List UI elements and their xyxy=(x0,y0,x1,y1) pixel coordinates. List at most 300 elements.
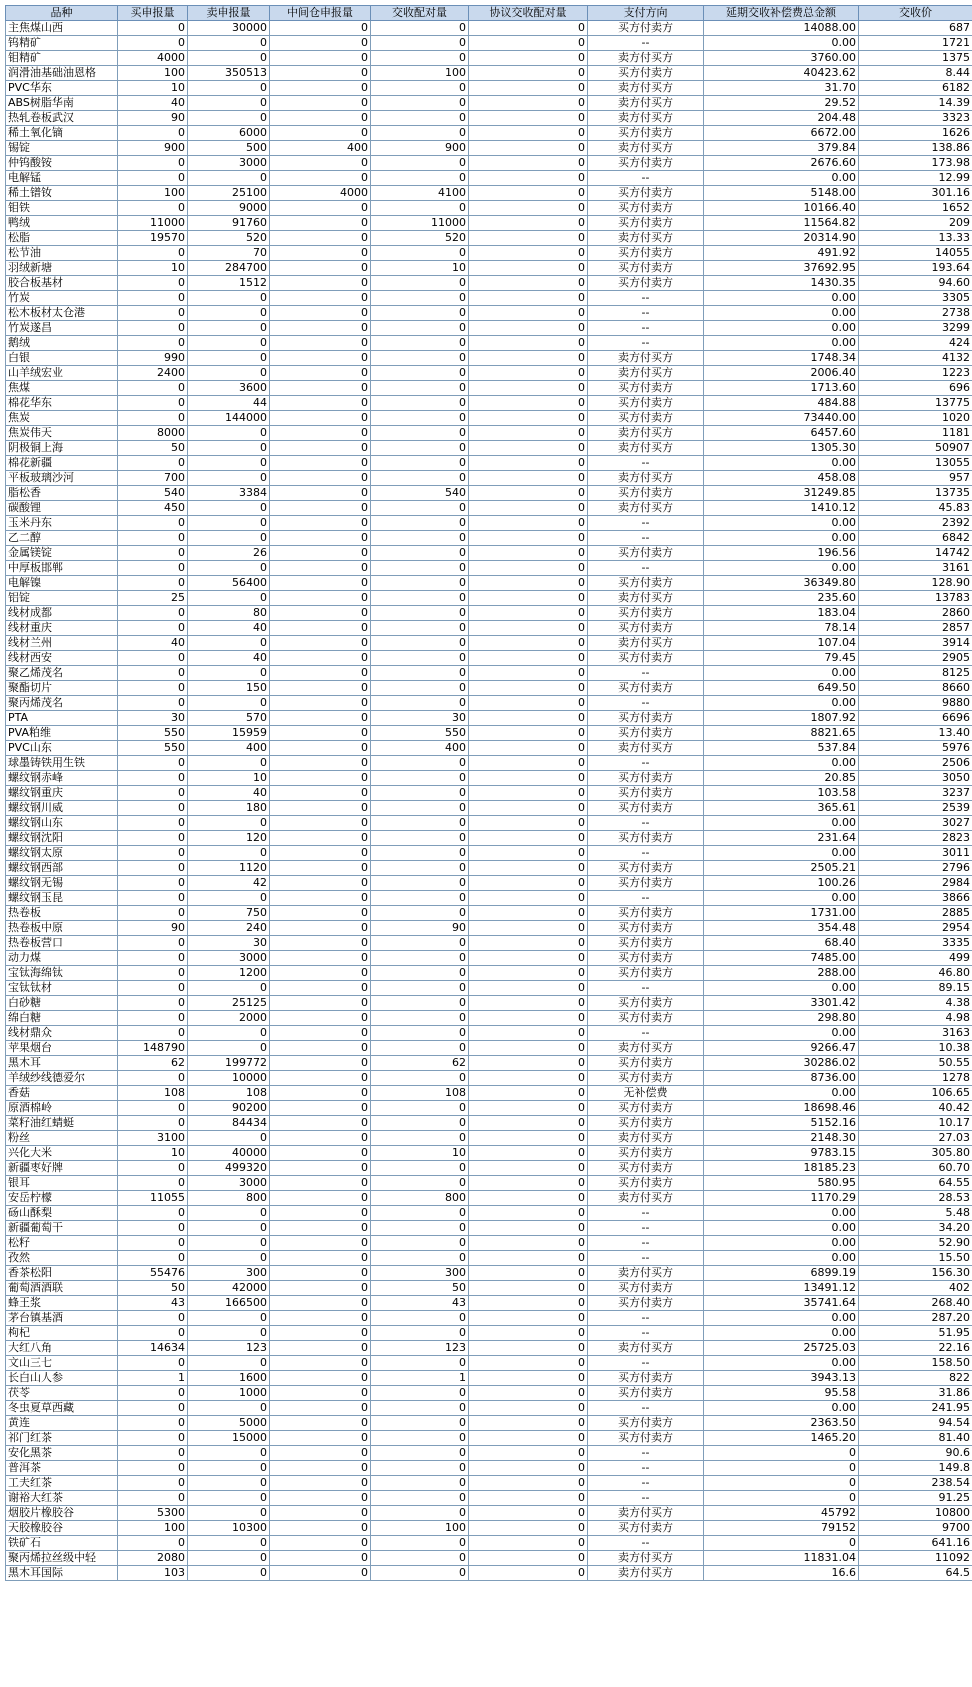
cell-agreement-matched-qty: 0 xyxy=(469,1071,588,1086)
cell-payment-direction: 买方付卖方 xyxy=(588,201,704,216)
cell-agreement-matched-qty: 0 xyxy=(469,1341,588,1356)
cell-settlement-price: 94.60 xyxy=(859,276,972,291)
cell-matched-qty: 0 xyxy=(371,1566,469,1581)
cell-sell-declared: 0 xyxy=(188,366,270,381)
cell-settlement-price: 156.30 xyxy=(859,1266,972,1281)
cell-buy-declared: 0 xyxy=(118,546,188,561)
table-row xyxy=(6,1491,972,1506)
cell-buy-declared: 0 xyxy=(118,1446,188,1461)
cell-payment-direction: 卖方付买方 xyxy=(588,441,704,456)
cell-sell-declared: 0 xyxy=(188,816,270,831)
table-row xyxy=(6,1236,972,1251)
cell-matched-qty: 0 xyxy=(371,441,469,456)
cell-buy-declared: 0 xyxy=(118,321,188,336)
header-intermediate-declared: 中间仓申报量 xyxy=(270,6,371,21)
cell-settlement-price: 3866 xyxy=(859,891,972,906)
cell-compensation-total: 0.00 xyxy=(704,756,859,771)
table-row xyxy=(6,996,972,1011)
table-row xyxy=(6,516,972,531)
cell-compensation-total: 0.00 xyxy=(704,666,859,681)
table-row xyxy=(6,1161,972,1176)
cell-compensation-total: 0.00 xyxy=(704,981,859,996)
cell-payment-direction: 卖方付买方 xyxy=(588,1506,704,1521)
cell-sell-declared: 300 xyxy=(188,1266,270,1281)
cell-matched-qty: 0 xyxy=(371,861,469,876)
cell-commodity: PVC山东 xyxy=(6,741,118,756)
cell-matched-qty: 0 xyxy=(371,246,469,261)
table-row xyxy=(6,846,972,861)
table-row xyxy=(6,1401,972,1416)
table-row xyxy=(6,786,972,801)
cell-matched-qty: 123 xyxy=(371,1341,469,1356)
cell-commodity: 线材兰州 xyxy=(6,636,118,651)
cell-buy-declared: 0 xyxy=(118,786,188,801)
cell-compensation-total: 1731.00 xyxy=(704,906,859,921)
cell-settlement-price: 305.80 xyxy=(859,1146,972,1161)
cell-agreement-matched-qty: 0 xyxy=(469,1296,588,1311)
cell-sell-declared: 30000 xyxy=(188,21,270,36)
cell-agreement-matched-qty: 0 xyxy=(469,711,588,726)
cell-payment-direction: -- xyxy=(588,516,704,531)
cell-agreement-matched-qty: 0 xyxy=(469,291,588,306)
table-row xyxy=(6,1116,972,1131)
table-row xyxy=(6,756,972,771)
cell-settlement-price: 50907 xyxy=(859,441,972,456)
cell-payment-direction: 买方付卖方 xyxy=(588,966,704,981)
cell-commodity: 线材鼎众 xyxy=(6,1026,118,1041)
cell-matched-qty: 0 xyxy=(371,1236,469,1251)
cell-buy-declared: 0 xyxy=(118,966,188,981)
cell-agreement-matched-qty: 0 xyxy=(469,546,588,561)
table-row xyxy=(6,891,972,906)
cell-sell-declared: 0 xyxy=(188,51,270,66)
cell-commodity: 苹果烟台 xyxy=(6,1041,118,1056)
cell-commodity: 安岳柠檬 xyxy=(6,1191,118,1206)
cell-buy-declared: 0 xyxy=(118,846,188,861)
cell-settlement-price: 268.40 xyxy=(859,1296,972,1311)
cell-compensation-total: 2148.30 xyxy=(704,1131,859,1146)
table-body xyxy=(6,21,972,1581)
cell-payment-direction: -- xyxy=(588,291,704,306)
settlement-report xyxy=(5,5,972,1581)
table-row xyxy=(6,66,972,81)
table-row xyxy=(6,1386,972,1401)
cell-sell-declared: 0 xyxy=(188,636,270,651)
cell-compensation-total: 0.00 xyxy=(704,1251,859,1266)
cell-intermediate-declared: 0 xyxy=(270,816,371,831)
cell-compensation-total: 1170.29 xyxy=(704,1191,859,1206)
cell-compensation-total: 0 xyxy=(704,1536,859,1551)
cell-buy-declared: 90 xyxy=(118,921,188,936)
cell-commodity: 螺纹钢玉昆 xyxy=(6,891,118,906)
cell-intermediate-declared: 0 xyxy=(270,621,371,636)
cell-commodity: 电解锰 xyxy=(6,171,118,186)
cell-sell-declared: 0 xyxy=(188,456,270,471)
cell-agreement-matched-qty: 0 xyxy=(469,51,588,66)
cell-commodity: 竹炭遂昌 xyxy=(6,321,118,336)
cell-buy-declared: 0 xyxy=(118,621,188,636)
cell-intermediate-declared: 0 xyxy=(270,1401,371,1416)
cell-agreement-matched-qty: 0 xyxy=(469,1131,588,1146)
cell-payment-direction: 买方付卖方 xyxy=(588,801,704,816)
cell-buy-declared: 108 xyxy=(118,1086,188,1101)
cell-settlement-price: 3299 xyxy=(859,321,972,336)
cell-compensation-total: 6899.19 xyxy=(704,1266,859,1281)
cell-intermediate-declared: 0 xyxy=(270,1296,371,1311)
cell-commodity: 棉花华东 xyxy=(6,396,118,411)
cell-buy-declared: 0 xyxy=(118,411,188,426)
cell-compensation-total: 31249.85 xyxy=(704,486,859,501)
cell-payment-direction: -- xyxy=(588,1311,704,1326)
cell-settlement-price: 6182 xyxy=(859,81,972,96)
cell-sell-declared: 0 xyxy=(188,981,270,996)
cell-agreement-matched-qty: 0 xyxy=(469,906,588,921)
cell-compensation-total: 0.00 xyxy=(704,1311,859,1326)
cell-sell-declared: 0 xyxy=(188,426,270,441)
cell-matched-qty: 0 xyxy=(371,471,469,486)
cell-intermediate-declared: 0 xyxy=(270,231,371,246)
table-row xyxy=(6,1056,972,1071)
cell-intermediate-declared: 0 xyxy=(270,111,371,126)
cell-intermediate-declared: 0 xyxy=(270,1536,371,1551)
cell-sell-declared: 70 xyxy=(188,246,270,261)
table-row xyxy=(6,381,972,396)
cell-sell-declared: 499320 xyxy=(188,1161,270,1176)
cell-settlement-price: 1223 xyxy=(859,366,972,381)
cell-settlement-price: 2796 xyxy=(859,861,972,876)
cell-matched-qty: 0 xyxy=(371,816,469,831)
table-header xyxy=(6,6,972,21)
cell-intermediate-declared: 0 xyxy=(270,1176,371,1191)
cell-agreement-matched-qty: 0 xyxy=(469,1416,588,1431)
cell-matched-qty: 0 xyxy=(371,201,469,216)
cell-payment-direction: 买方付卖方 xyxy=(588,1296,704,1311)
cell-buy-declared: 0 xyxy=(118,531,188,546)
table-row xyxy=(6,801,972,816)
table-row xyxy=(6,1011,972,1026)
cell-settlement-price: 106.65 xyxy=(859,1086,972,1101)
cell-matched-qty: 0 xyxy=(371,561,469,576)
cell-payment-direction: 卖方付买方 xyxy=(588,1266,704,1281)
cell-intermediate-declared: 0 xyxy=(270,1566,371,1581)
cell-commodity: 松木板材太仓港 xyxy=(6,306,118,321)
cell-compensation-total: 288.00 xyxy=(704,966,859,981)
cell-sell-declared: 0 xyxy=(188,1311,270,1326)
cell-intermediate-declared: 0 xyxy=(270,1101,371,1116)
cell-buy-declared: 0 xyxy=(118,156,188,171)
cell-matched-qty: 0 xyxy=(371,81,469,96)
cell-payment-direction: 买方付卖方 xyxy=(588,651,704,666)
cell-commodity: 黑木耳国际 xyxy=(6,1566,118,1581)
cell-commodity: 谢裕大红茶 xyxy=(6,1491,118,1506)
cell-payment-direction: 卖方付买方 xyxy=(588,1566,704,1581)
cell-settlement-price: 22.16 xyxy=(859,1341,972,1356)
cell-compensation-total: 0 xyxy=(704,1461,859,1476)
cell-buy-declared: 0 xyxy=(118,801,188,816)
cell-commodity: 阴极铜上海 xyxy=(6,441,118,456)
cell-payment-direction: 买方付卖方 xyxy=(588,156,704,171)
cell-agreement-matched-qty: 0 xyxy=(469,1221,588,1236)
cell-intermediate-declared: 0 xyxy=(270,261,371,276)
cell-matched-qty: 0 xyxy=(371,276,469,291)
cell-payment-direction: 买方付卖方 xyxy=(588,1161,704,1176)
table-row xyxy=(6,1191,972,1206)
cell-intermediate-declared: 0 xyxy=(270,801,371,816)
cell-payment-direction: 卖方付买方 xyxy=(588,471,704,486)
table-row xyxy=(6,36,972,51)
cell-payment-direction: -- xyxy=(588,321,704,336)
cell-sell-declared: 180 xyxy=(188,801,270,816)
cell-payment-direction: -- xyxy=(588,561,704,576)
cell-intermediate-declared: 0 xyxy=(270,1371,371,1386)
cell-compensation-total: 79.45 xyxy=(704,651,859,666)
cell-settlement-price: 14742 xyxy=(859,546,972,561)
cell-compensation-total: 0.00 xyxy=(704,846,859,861)
cell-payment-direction: 买方付卖方 xyxy=(588,921,704,936)
cell-commodity: 动力煤 xyxy=(6,951,118,966)
cell-buy-declared: 900 xyxy=(118,141,188,156)
cell-matched-qty: 0 xyxy=(371,1536,469,1551)
cell-commodity: 白砂糖 xyxy=(6,996,118,1011)
cell-buy-declared: 0 xyxy=(118,1476,188,1491)
cell-agreement-matched-qty: 0 xyxy=(469,141,588,156)
cell-commodity: 铁矿石 xyxy=(6,1536,118,1551)
cell-commodity: 松籽 xyxy=(6,1236,118,1251)
cell-compensation-total: 0.00 xyxy=(704,336,859,351)
cell-buy-declared: 0 xyxy=(118,1206,188,1221)
cell-compensation-total: 1410.12 xyxy=(704,501,859,516)
cell-commodity: 中厚板邯郸 xyxy=(6,561,118,576)
cell-agreement-matched-qty: 0 xyxy=(469,246,588,261)
cell-settlement-price: 89.15 xyxy=(859,981,972,996)
cell-payment-direction: 卖方付买方 xyxy=(588,351,704,366)
cell-commodity: 松脂 xyxy=(6,231,118,246)
cell-sell-declared: 0 xyxy=(188,591,270,606)
cell-intermediate-declared: 0 xyxy=(270,1326,371,1341)
cell-payment-direction: -- xyxy=(588,336,704,351)
cell-sell-declared: 150 xyxy=(188,681,270,696)
cell-payment-direction: 买方付卖方 xyxy=(588,576,704,591)
cell-agreement-matched-qty: 0 xyxy=(469,621,588,636)
cell-compensation-total: 484.88 xyxy=(704,396,859,411)
cell-commodity: 热卷板营口 xyxy=(6,936,118,951)
cell-commodity: 钼精矿 xyxy=(6,51,118,66)
table-row xyxy=(6,1521,972,1536)
cell-sell-declared: 1512 xyxy=(188,276,270,291)
table-row xyxy=(6,1086,972,1101)
header-row xyxy=(6,6,972,21)
table-row xyxy=(6,1371,972,1386)
cell-payment-direction: 买方付卖方 xyxy=(588,1386,704,1401)
cell-matched-qty: 0 xyxy=(371,576,469,591)
cell-compensation-total: 9783.15 xyxy=(704,1146,859,1161)
cell-buy-declared: 0 xyxy=(118,651,188,666)
cell-agreement-matched-qty: 0 xyxy=(469,1521,588,1536)
header-agreement-matched-qty: 协议交收配对量 xyxy=(469,6,588,21)
cell-intermediate-declared: 0 xyxy=(270,396,371,411)
cell-matched-qty: 0 xyxy=(371,291,469,306)
cell-payment-direction: 买方付卖方 xyxy=(588,1071,704,1086)
cell-sell-declared: 90200 xyxy=(188,1101,270,1116)
cell-buy-declared: 0 xyxy=(118,996,188,1011)
cell-agreement-matched-qty: 0 xyxy=(469,1566,588,1581)
cell-settlement-price: 3027 xyxy=(859,816,972,831)
cell-settlement-price: 499 xyxy=(859,951,972,966)
cell-commodity: 螺纹钢沈阳 xyxy=(6,831,118,846)
cell-matched-qty: 0 xyxy=(371,1326,469,1341)
cell-commodity: 锡锭 xyxy=(6,141,118,156)
cell-sell-declared: 240 xyxy=(188,921,270,936)
cell-payment-direction: 卖方付买方 xyxy=(588,1551,704,1566)
cell-sell-declared: 80 xyxy=(188,606,270,621)
cell-intermediate-declared: 0 xyxy=(270,831,371,846)
cell-compensation-total: 1305.30 xyxy=(704,441,859,456)
cell-payment-direction: 买方付卖方 xyxy=(588,681,704,696)
cell-commodity: 大红八角 xyxy=(6,1341,118,1356)
cell-agreement-matched-qty: 0 xyxy=(469,81,588,96)
cell-agreement-matched-qty: 0 xyxy=(469,1461,588,1476)
cell-intermediate-declared: 0 xyxy=(270,21,371,36)
cell-settlement-price: 8660 xyxy=(859,681,972,696)
cell-agreement-matched-qty: 0 xyxy=(469,996,588,1011)
cell-sell-declared: 30 xyxy=(188,936,270,951)
cell-intermediate-declared: 0 xyxy=(270,636,371,651)
cell-buy-declared: 0 xyxy=(118,876,188,891)
cell-compensation-total: 2505.21 xyxy=(704,861,859,876)
cell-compensation-total: 1465.20 xyxy=(704,1431,859,1446)
cell-intermediate-declared: 0 xyxy=(270,1221,371,1236)
cell-agreement-matched-qty: 0 xyxy=(469,816,588,831)
cell-intermediate-declared: 0 xyxy=(270,861,371,876)
cell-compensation-total: 2676.60 xyxy=(704,156,859,171)
cell-compensation-total: 107.04 xyxy=(704,636,859,651)
cell-intermediate-declared: 0 xyxy=(270,1521,371,1536)
cell-sell-declared: 0 xyxy=(188,291,270,306)
cell-sell-declared: 2000 xyxy=(188,1011,270,1026)
table-row xyxy=(6,741,972,756)
cell-buy-declared: 700 xyxy=(118,471,188,486)
cell-buy-declared: 0 xyxy=(118,1071,188,1086)
cell-intermediate-declared: 0 xyxy=(270,216,371,231)
cell-intermediate-declared: 0 xyxy=(270,1056,371,1071)
cell-settlement-price: 3914 xyxy=(859,636,972,651)
cell-agreement-matched-qty: 0 xyxy=(469,591,588,606)
cell-buy-declared: 0 xyxy=(118,246,188,261)
cell-compensation-total: 0.00 xyxy=(704,1206,859,1221)
cell-settlement-price: 2905 xyxy=(859,651,972,666)
cell-settlement-price: 2823 xyxy=(859,831,972,846)
cell-settlement-price: 2539 xyxy=(859,801,972,816)
cell-sell-declared: 10300 xyxy=(188,1521,270,1536)
cell-matched-qty: 0 xyxy=(371,321,469,336)
cell-matched-qty: 0 xyxy=(371,1386,469,1401)
cell-buy-declared: 2400 xyxy=(118,366,188,381)
cell-settlement-price: 4.38 xyxy=(859,996,972,1011)
cell-agreement-matched-qty: 0 xyxy=(469,576,588,591)
cell-intermediate-declared: 0 xyxy=(270,786,371,801)
cell-sell-declared: 91760 xyxy=(188,216,270,231)
cell-settlement-price: 2738 xyxy=(859,306,972,321)
cell-compensation-total: 365.61 xyxy=(704,801,859,816)
cell-matched-qty: 0 xyxy=(371,516,469,531)
cell-commodity: 文山三七 xyxy=(6,1356,118,1371)
cell-settlement-price: 241.95 xyxy=(859,1401,972,1416)
cell-sell-declared: 120 xyxy=(188,831,270,846)
cell-compensation-total: 11564.82 xyxy=(704,216,859,231)
cell-compensation-total: 379.84 xyxy=(704,141,859,156)
cell-compensation-total: 0.00 xyxy=(704,1356,859,1371)
cell-commodity: PVC华东 xyxy=(6,81,118,96)
cell-agreement-matched-qty: 0 xyxy=(469,891,588,906)
cell-agreement-matched-qty: 0 xyxy=(469,1056,588,1071)
cell-compensation-total: 0.00 xyxy=(704,306,859,321)
cell-matched-qty: 0 xyxy=(371,456,469,471)
cell-payment-direction: 买方付卖方 xyxy=(588,1431,704,1446)
cell-agreement-matched-qty: 0 xyxy=(469,321,588,336)
table-row xyxy=(6,1356,972,1371)
cell-commodity: 宝钛海绵钛 xyxy=(6,966,118,981)
cell-sell-declared: 570 xyxy=(188,711,270,726)
cell-settlement-price: 641.16 xyxy=(859,1536,972,1551)
cell-settlement-price: 158.50 xyxy=(859,1356,972,1371)
cell-matched-qty: 520 xyxy=(371,231,469,246)
cell-compensation-total: 0.00 xyxy=(704,561,859,576)
cell-sell-declared: 0 xyxy=(188,1206,270,1221)
cell-sell-declared: 0 xyxy=(188,1221,270,1236)
cell-sell-declared: 520 xyxy=(188,231,270,246)
table-row xyxy=(6,1566,972,1581)
cell-sell-declared: 10000 xyxy=(188,1071,270,1086)
cell-compensation-total: 0.00 xyxy=(704,1236,859,1251)
table-row xyxy=(6,681,972,696)
cell-matched-qty: 0 xyxy=(371,1101,469,1116)
cell-matched-qty: 0 xyxy=(371,696,469,711)
cell-payment-direction: 买方付卖方 xyxy=(588,1521,704,1536)
cell-settlement-price: 128.90 xyxy=(859,576,972,591)
cell-sell-declared: 84434 xyxy=(188,1116,270,1131)
cell-settlement-price: 3161 xyxy=(859,561,972,576)
cell-buy-declared: 0 xyxy=(118,21,188,36)
cell-agreement-matched-qty: 0 xyxy=(469,441,588,456)
table-row xyxy=(6,1026,972,1041)
cell-sell-declared: 0 xyxy=(188,516,270,531)
cell-agreement-matched-qty: 0 xyxy=(469,1116,588,1131)
cell-buy-declared: 10 xyxy=(118,261,188,276)
table-row xyxy=(6,426,972,441)
cell-buy-declared: 0 xyxy=(118,1236,188,1251)
cell-buy-declared: 40 xyxy=(118,96,188,111)
cell-intermediate-declared: 0 xyxy=(270,1431,371,1446)
table-row xyxy=(6,831,972,846)
cell-intermediate-declared: 0 xyxy=(270,81,371,96)
cell-compensation-total: 2363.50 xyxy=(704,1416,859,1431)
cell-sell-declared: 0 xyxy=(188,306,270,321)
cell-buy-declared: 50 xyxy=(118,441,188,456)
cell-payment-direction: -- xyxy=(588,1026,704,1041)
cell-commodity: 竹炭 xyxy=(6,291,118,306)
cell-settlement-price: 3163 xyxy=(859,1026,972,1041)
cell-agreement-matched-qty: 0 xyxy=(469,1446,588,1461)
cell-matched-qty: 100 xyxy=(371,66,469,81)
cell-buy-declared: 40 xyxy=(118,636,188,651)
cell-matched-qty: 400 xyxy=(371,741,469,756)
cell-settlement-price: 957 xyxy=(859,471,972,486)
cell-intermediate-declared: 0 xyxy=(270,561,371,576)
cell-agreement-matched-qty: 0 xyxy=(469,171,588,186)
cell-settlement-price: 4132 xyxy=(859,351,972,366)
cell-buy-declared: 1 xyxy=(118,1371,188,1386)
cell-buy-declared: 450 xyxy=(118,501,188,516)
